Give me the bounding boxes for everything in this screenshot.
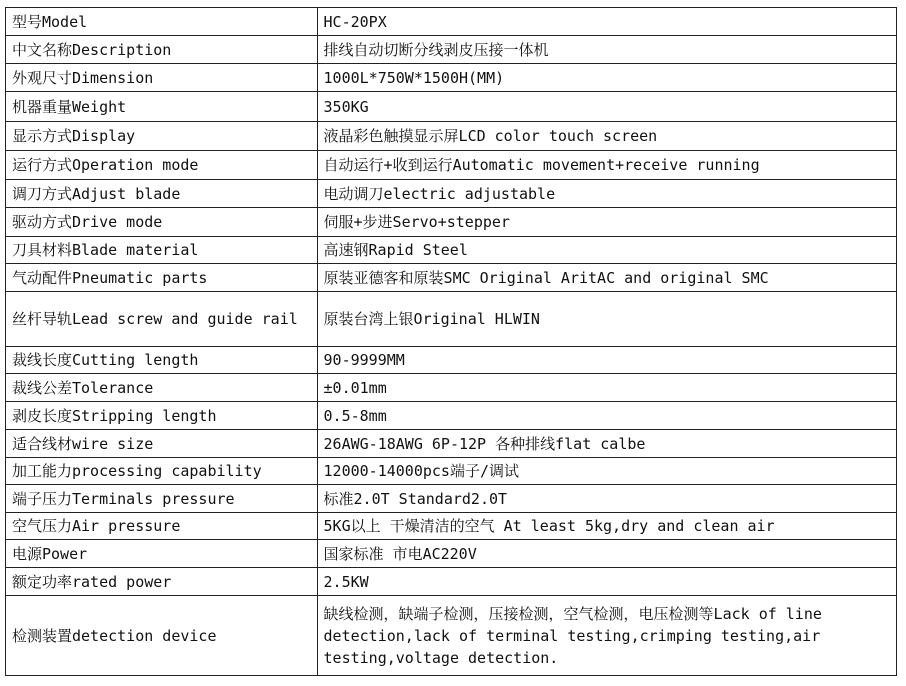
spec-label: 端子压力Terminals pressure: [6, 485, 318, 513]
spec-label: 型号Model: [6, 8, 318, 36]
spec-value: 350KG: [317, 92, 896, 122]
spec-label: 加工能力processing capability: [6, 458, 318, 485]
spec-value: 液晶彩色触摸显示屏LCD color touch screen: [317, 122, 896, 151]
table-row: [6, 430, 897, 458]
table-row: [6, 92, 897, 122]
spec-value: 5KG以上 干燥清洁的空气 At least 5kg,dry and clean air: [317, 513, 896, 540]
spec-label: 额定功率rated power: [6, 568, 318, 596]
spec-value: 90-9999MM: [317, 347, 896, 374]
table-row: [6, 237, 897, 264]
spec-value: 高速钢Rapid Steel: [317, 237, 896, 264]
table-row: [6, 208, 897, 237]
spec-value: 原装亚德客和原装SMC Original AritAC and original SMC: [317, 264, 896, 292]
table-row: [6, 596, 897, 676]
table-row: [6, 540, 897, 568]
spec-value: 自动运行+收到运行Automatic movement+receive running: [317, 151, 896, 180]
table-row: [6, 458, 897, 485]
table-row: [6, 151, 897, 180]
table-row: [6, 347, 897, 374]
spec-table: [5, 7, 897, 676]
table-row: [6, 64, 897, 92]
spec-value: 缺线检测，缺端子检测，压接检测，空气检测，电压检测等Lack of line detection,lack of terminal testing,crimping testing,air testing,voltage detection.: [317, 596, 896, 676]
spec-label: 气动配件Pneumatic parts: [6, 264, 318, 292]
spec-value: 标准2.0T Standard2.0T: [317, 485, 896, 513]
table-row: [6, 292, 897, 347]
spec-value: 原装台湾上银Original HLWIN: [317, 292, 896, 347]
spec-label: 剥皮长度Stripping length: [6, 402, 318, 430]
spec-label: 检测装置detection device: [6, 596, 318, 676]
spec-value: 1000L*750W*1500H(MM): [317, 64, 896, 92]
spec-label: 裁线长度Cutting length: [6, 347, 318, 374]
table-row: [6, 513, 897, 540]
spec-label: 刀具材料Blade material: [6, 237, 318, 264]
spec-label: 显示方式Display: [6, 122, 318, 151]
spec-value: 12000-14000pcs端子/调试: [317, 458, 896, 485]
table-row: [6, 402, 897, 430]
spec-value: 国家标准 市电AC220V: [317, 540, 896, 568]
spec-label: 运行方式Operation mode: [6, 151, 318, 180]
spec-label: 裁线公差Tolerance: [6, 374, 318, 402]
table-row: [6, 180, 897, 208]
spec-label: 驱动方式Drive mode: [6, 208, 318, 237]
table-row: [6, 374, 897, 402]
table-row: [6, 485, 897, 513]
spec-label: 外观尺寸Dimension: [6, 64, 318, 92]
spec-label: 空气压力Air pressure: [6, 513, 318, 540]
spec-value: 0.5-8mm: [317, 402, 896, 430]
spec-label: 丝杆导轨Lead screw and guide rail: [6, 292, 318, 347]
table-row: [6, 8, 897, 36]
spec-value: 排线自动切断分线剥皮压接一体机: [317, 36, 896, 64]
table-row: [6, 36, 897, 64]
spec-value: ±0.01mm: [317, 374, 896, 402]
table-row: [6, 264, 897, 292]
table-row: [6, 568, 897, 596]
spec-label: 机器重量Weight: [6, 92, 318, 122]
spec-value: 电动调刀electric adjustable: [317, 180, 896, 208]
spec-value: 伺服+步进Servo+stepper: [317, 208, 896, 237]
spec-label: 中文名称Description: [6, 36, 318, 64]
table-row: [6, 122, 897, 151]
spec-value: 2.5KW: [317, 568, 896, 596]
spec-label: 调刀方式Adjust blade: [6, 180, 318, 208]
spec-value: HC-20PX: [317, 8, 896, 36]
spec-value: 26AWG-18AWG 6P-12P 各种排线flat calbe: [317, 430, 896, 458]
spec-label: 电源Power: [6, 540, 318, 568]
spec-label: 适合线材wire size: [6, 430, 318, 458]
